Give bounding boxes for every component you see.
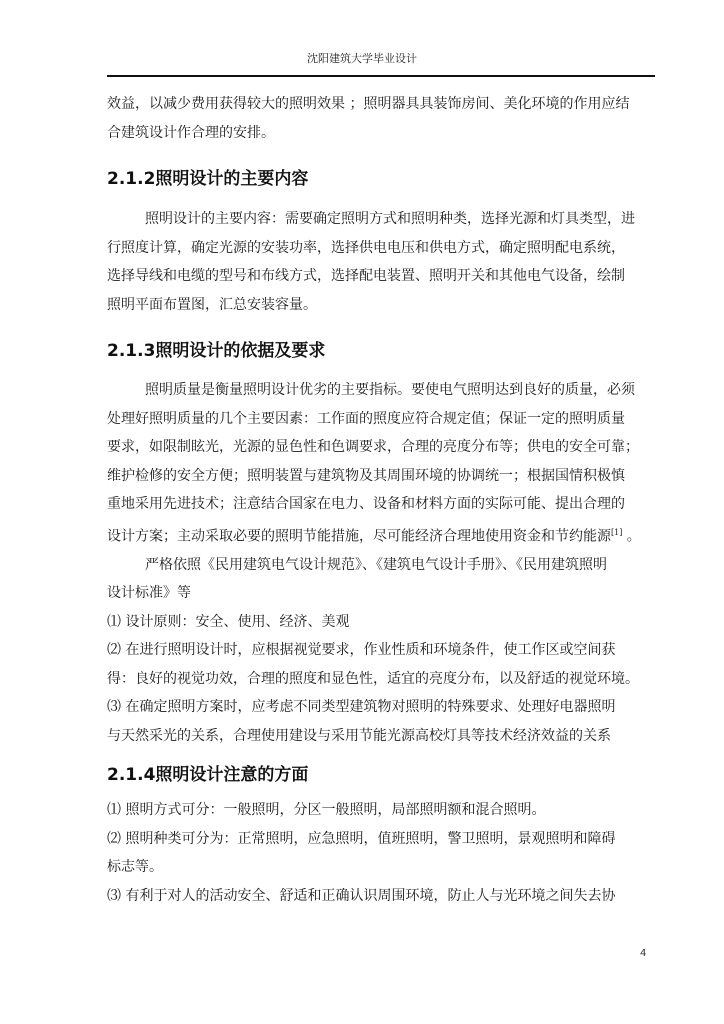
text-line: 选择导线和电缆的型号和布线方式，选择配电装置、照明开关和其他电气设备，绘制 bbox=[107, 268, 625, 284]
text-line: 效益，以减少费用获得较大的照明效果 ；照明器具具装饰房间、美化环境的作用应结 bbox=[107, 96, 630, 112]
list-item: ⑶ 在确定照明方案时，应考虑不同类型建筑物对照明的特殊要求、处理好电器照明 bbox=[107, 699, 616, 716]
section-2-1-3-paragraph bbox=[107, 376, 659, 750]
text-line-with-reference bbox=[107, 519, 659, 551]
list-item: 与天然采光的关系，合理使用建设与采用节能光源高校灯具等技术经济效益的关系 bbox=[107, 727, 611, 744]
text-line: 处理好照明质量的几个主要因素：工作面的照度应符合规定值；保证一定的照明质量 bbox=[107, 410, 625, 427]
section-heading-2-1-2: 2.1.2照明设计的主要内容 bbox=[107, 169, 309, 189]
list-item: ⑶ 有利于对人的活动安全、舒适和正确认识周围环境，防止人与光环境之间失去协 bbox=[107, 887, 616, 904]
header-rule bbox=[107, 75, 655, 77]
header-title: 沈阳建筑大学毕业设计 bbox=[307, 52, 417, 65]
text-line: 行照度计算，确定光源的安装功率，选择供电电压和供电方式，确定照明配电系统， bbox=[107, 239, 625, 256]
list-item: ⑴ 照明方式可分：一般照明，分区一般照明，局部照明额和混合照明。 bbox=[107, 802, 546, 818]
text-line: 要求，如限制眩光，光源的显色性和色调要求，合理的亮度分布等；供电的安全可靠； bbox=[107, 439, 639, 455]
page-number: 4 bbox=[640, 948, 647, 959]
section-2-1-2-paragraph bbox=[107, 205, 659, 319]
text-line: 合建筑设计作合理的安排。 bbox=[107, 124, 275, 141]
text-line: 设计标准》等 bbox=[107, 585, 191, 602]
text-line: 照明设计的主要内容：需要确定照明方式和照明种类，选择光源和灯具类型，进 bbox=[145, 211, 635, 227]
text-line: 严格依照《民用建筑电气设计规范》、《建筑电气设计手册》、《民用建筑照明 bbox=[145, 556, 607, 573]
list-item: ⑵ 照明种类可分为：正常照明，应急照明，值班照明，警卫照明，景观照明和障碍 bbox=[107, 830, 616, 847]
text-line-end: 。 bbox=[622, 528, 641, 545]
list-item: ⑵ 在进行照明设计时，应根据视觉要求，作业性质和环境条件，使工作区或空间获 bbox=[107, 642, 616, 659]
list-item: 标志等。 bbox=[107, 859, 163, 875]
citation-reference: [1] bbox=[611, 527, 623, 537]
section-2-1-4-list bbox=[107, 796, 659, 910]
section-heading-2-1-4: 2.1.4照明设计注意的方面 bbox=[107, 765, 309, 785]
section-heading-2-1-3: 2.1.3照明设计的依据及要求 bbox=[107, 341, 326, 361]
intro-paragraph bbox=[107, 90, 659, 147]
text-line: 照明平面布置图，汇总安装容量。 bbox=[107, 296, 317, 313]
text-line: 设计方案；主动采取必要的照明节能措施，尽可能经济合理地使用资金和节约能源 bbox=[107, 528, 611, 545]
list-item: 得：良好的视觉功效，合理的照度和显色性，适宜的亮度分布，以及舒适的视觉环境。 bbox=[107, 670, 639, 687]
text-line: 重地采用先进技术；注意结合国家在电力、设备和材料方面的实际可能、提出合理的 bbox=[107, 496, 625, 512]
text-line: 维护检修的安全方便；照明装置与建筑物及其周围环境的协调统一；根据国情积极慎 bbox=[107, 467, 625, 484]
text-line: 照明质量是衡量照明设计优劣的主要指标。要使电气照明达到良好的质量，必须 bbox=[145, 382, 635, 398]
list-item: ⑴ 设计原则：安全、使用、经济、美观 bbox=[107, 613, 350, 630]
